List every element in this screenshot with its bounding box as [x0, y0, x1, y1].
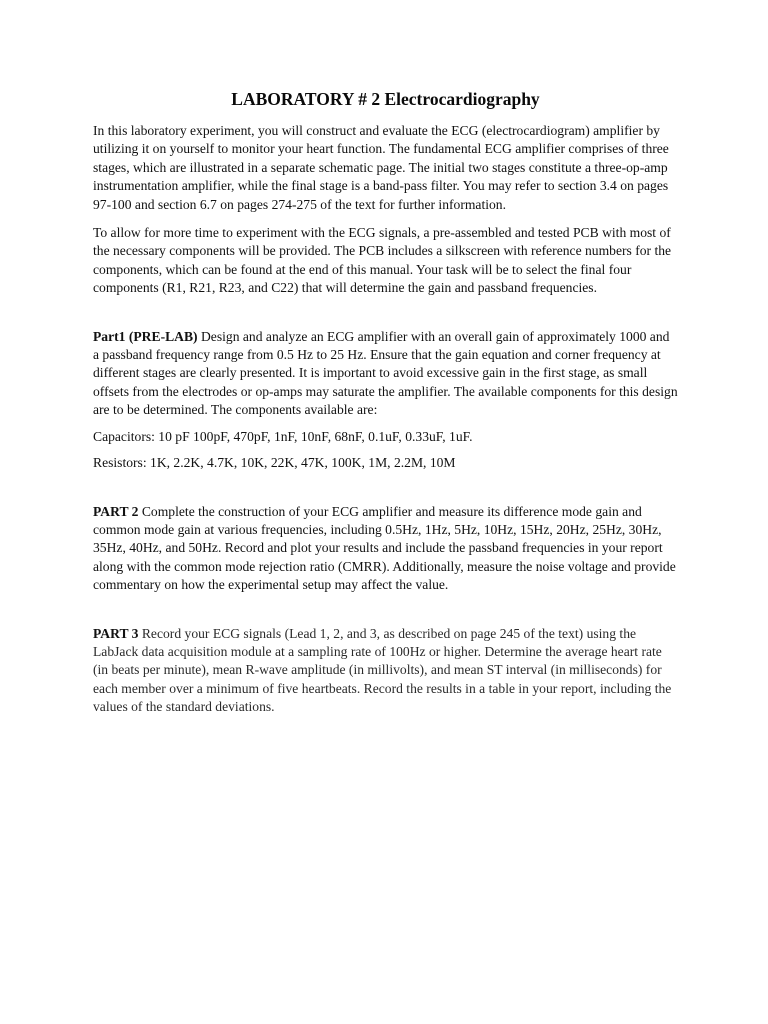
- intro-paragraph-2: To allow for more time to experiment with the ECG signals, a pre-assembled and tested PCB with most of the necessary components will be provided. The PCB includes a silkscreen with reference numbers for the components, which can be found at the end of this manual. Your task will be to select the final four components (R1, R21, R23, and C22) that will determine the gain and passband frequencies.: [93, 225, 672, 296]
- part3-paragraph: [93, 625, 678, 717]
- capacitors-list: Capacitors: 10 pF 100pF, 470pF, 1nF, 10nF, 68nF, 0.1uF, 0.33uF, 1uF.: [93, 428, 473, 444]
- part3-label: PART 3: [93, 625, 139, 641]
- part2-text: Complete the construction of your ECG amplifier and measure its difference mode gain and common mode gain at various frequencies, including 0.5Hz, 1Hz, 5Hz, 10Hz, 15Hz, 20Hz, 25Hz, 30Hz, 35Hz, 40Hz, and 50Hz. Record and plot your results and include the passband frequencies in your report along with the common mode rejection ratio (CMRR). Additionally, measure the noise voltage and provide commentary on how the experimental setup may affect the value.: [93, 503, 676, 593]
- part1-label: Part1 (PRE-LAB): [93, 328, 198, 344]
- intro-paragraph-1: In this laboratory experiment, you will construct and evaluate the ECG (electrocardiogram) amplifier by utilizing it on yourself to monitor your heart function. The fundamental ECG amplifier comprises of three stages, which are illustrated in a separate schematic page. The initial two stages constitute a three-op-amp instrumentation amplifier, while the final stage is a band-pass filter. You may refer to section 3.4 on pages 97-100 and section 6.7 on pages 274-275 of the text for further information.: [93, 123, 669, 212]
- part3-text: Record your ECG signals (Lead 1, 2, and 3, as described on page 245 of the text) using the LabJack data acquisition module at a sampling rate of 100Hz or higher. Determine the average heart rate (in beats per minute), mean R-wave amplitude (in millivolts), and mean ST interval (in milliseconds) for each member over a minimum of five heartbeats. Record the results in a table in your report, including the values of the standard deviations.: [93, 625, 672, 715]
- part2-label: PART 2: [93, 503, 139, 519]
- document-page: [93, 88, 678, 717]
- part2-paragraph: [93, 503, 678, 595]
- part1-paragraph: [93, 328, 678, 420]
- page-title: LABORATORY # 2 Electrocardiography: [231, 89, 540, 109]
- resistors-list: Resistors: 1K, 2.2K, 4.7K, 10K, 22K, 47K, 100K, 1M, 2.2M, 10M: [93, 455, 456, 471]
- part1-text: Design and analyze an ECG amplifier with an overall gain of approximately 1000 and a passband frequency range from 0.5 Hz to 25 Hz. Ensure that the gain equation and corner frequency at different stages are clearly presented. It is important to avoid excessive gain in the first stage, as small offsets from the electrodes or op-amps may saturate the amplifier. The available components for this design are to be determined. The components available are:: [93, 328, 678, 418]
